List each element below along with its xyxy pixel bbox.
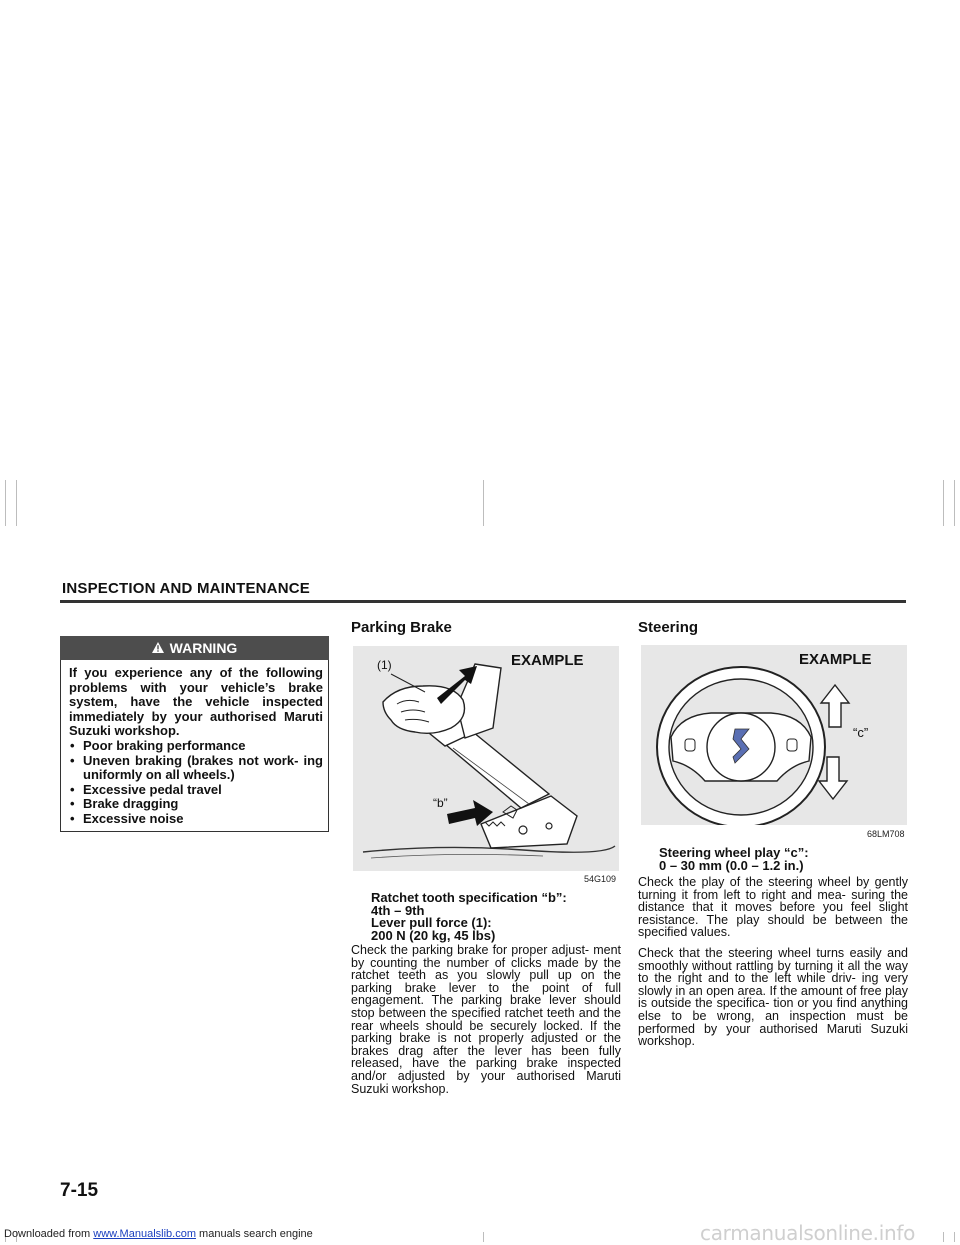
page-number: 7-15 (60, 1180, 99, 1201)
paragraph: Check the play of the steering wheel by gently turning it from left to right and mea- suring the distance that it moves before you feel slight resistance. The play should be between the specified values. (638, 875, 908, 940)
spec-line: 200 N (20 kg, 45 lbs) (371, 927, 496, 943)
example-label: EXAMPLE (511, 652, 584, 669)
footer-prefix: Downloaded from (4, 1228, 91, 1240)
footer-link[interactable]: www.Manualslib.com (93, 1228, 196, 1240)
spec-line: Steering wheel play “c”: (659, 845, 809, 860)
crop-mark (943, 1232, 944, 1242)
crop-mark (483, 1232, 484, 1242)
figure-code: 54G109 (584, 874, 617, 884)
example-label: EXAMPLE (799, 651, 872, 668)
parking-brake-title: Parking Brake (351, 619, 452, 636)
warning-triangle-icon (152, 640, 164, 656)
warning-item: • Poor braking performance (69, 739, 323, 754)
warning-body (69, 666, 323, 827)
steering-title: Steering (638, 619, 699, 636)
crop-mark (954, 480, 955, 526)
crop-mark (16, 480, 17, 526)
steering-spec (659, 847, 809, 872)
warning-title: WARNING (169, 640, 238, 656)
spec-line: 4th – 9th (371, 902, 425, 918)
callout-play-c: “c” (853, 725, 869, 740)
footer-suffix: manuals search engine (199, 1228, 313, 1240)
figure-code: 68LM708 (867, 829, 905, 839)
crop-mark (5, 480, 6, 526)
warning-intro: If you experience any of the following problems with your vehicle’s brake system, have the vehicle inspected immediately by your authorised Maruti Suzuki workshop. (69, 665, 323, 739)
warning-item: • Uneven braking (brakes not work- ing uniformly on all wheels.) (69, 754, 323, 783)
header-rule (60, 600, 906, 603)
warning-item: • Excessive noise (69, 812, 323, 827)
crop-mark (483, 480, 484, 526)
spec-line: 0 – 30 mm (0.0 – 1.2 in.) (659, 857, 804, 873)
parking-brake-spec (371, 892, 567, 942)
section-header: INSPECTION AND MAINTENANCE (62, 580, 310, 597)
crop-mark (943, 480, 944, 526)
parking-brake-illustration (353, 646, 619, 871)
parking-brake-figure (353, 646, 619, 871)
spec-line: Lever pull force (1): (371, 915, 492, 931)
crop-mark (954, 1232, 955, 1242)
callout-ratchet-b: “b” (433, 796, 448, 810)
warning-item: • Excessive pedal travel (69, 783, 323, 798)
watermark: carmanualsonline.info (700, 1221, 916, 1245)
steering-body (638, 876, 908, 1056)
callout-lever-force: (1) (377, 658, 392, 672)
spec-line: Ratchet tooth specification “b”: (371, 890, 567, 905)
steering-figure (641, 645, 907, 825)
warning-list (69, 739, 323, 827)
paragraph: Check that the steering wheel turns easily and smoothly without rattling by turning it all the way to the right and to the left while driv- ing very slowly in an open area. If the amount of free play is outside the specifica- tion or you find anything else to be wrong, an inspection must be performed by your authorised Maruti Suzuki workshop. (638, 945, 908, 1049)
paragraph: Check the parking brake for proper adjust- ment by counting the number of clicks made by the ratchet teeth as you slowly pull up on the parking brake lever to the point of full engagement. The parking brake lever should stop between the specified ratchet teeth and the rear wheels should be securely locked. If the parking brake is not properly adjusted or the brakes drag after the lever has been fully released, have the parking brake inspected and/or adjusted by your authorised Maruti Suzuki workshop. (351, 943, 621, 1096)
warning-title-bar (60, 636, 329, 660)
parking-brake-body (351, 944, 621, 1103)
warning-item: • Brake dragging (69, 797, 323, 812)
download-footer (4, 1228, 313, 1240)
